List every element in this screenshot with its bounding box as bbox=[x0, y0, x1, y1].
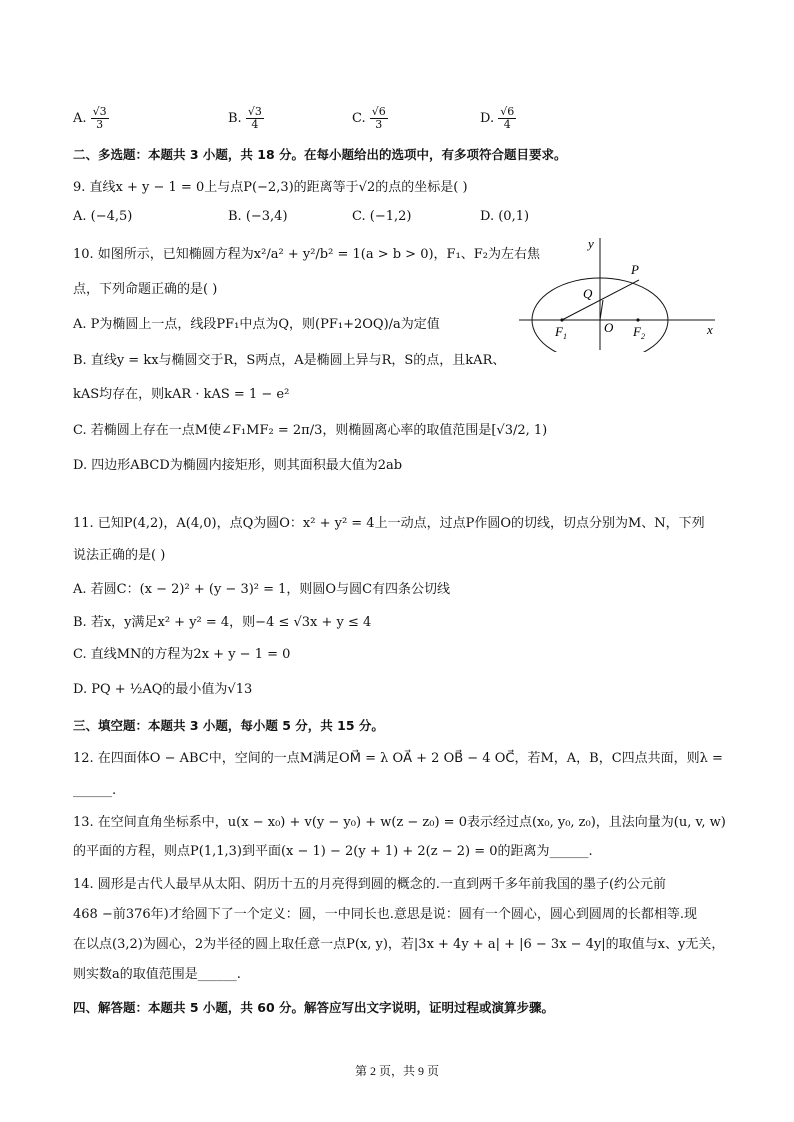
section-heading-fill-in: 三、填空题：本题共 3 小题，每小题 5 分，共 15 分。 bbox=[73, 718, 384, 733]
question-14-line3: 在以点(3,2)为圆心，2为半径的圆上取任意一点P(x, y)，若|3x + 4y + a| + |6 − 3x − 4y|的取值与x、y无关， bbox=[73, 937, 725, 952]
label-f1: $F_1$ bbox=[555, 324, 567, 341]
q11-option-c: C. 直线MN的方程为2x + y − 1 = 0 bbox=[73, 647, 291, 662]
q10-option-b-line2: kAS均存在，则kAR · kAS = 1 − e² bbox=[73, 387, 290, 402]
q10-option-b-line1: B. 直线y = kx与椭圆交于R，S两点，A是椭圆上异与R，S的点，且kAR、 bbox=[73, 353, 506, 368]
label-x: x bbox=[707, 322, 713, 337]
section-heading-free-response: 四、解答题：本题共 5 小题，共 60 分。解答应写出文字说明，证明过程或演算步骤。 bbox=[73, 1000, 555, 1015]
fraction: $\frac{√3}{3}$ bbox=[92, 105, 107, 131]
label-f2: $F_2$ bbox=[633, 324, 645, 341]
q8-option-c: C. $\frac{√6}{3}$ bbox=[352, 105, 386, 131]
question-14-line1: 14. 圆形是古代人最早从太阳、阴历十五的月亮得到圆的概念的.一直到两千多年前我国的墨子(约公元前 bbox=[73, 877, 667, 892]
fraction: $\frac{√3}{4}$ bbox=[247, 105, 262, 131]
q10-option-c: C. 若椭圆上存在一点M使∠F₁MF₂ = 2π/3，则椭圆离心率的取值范围是[√3/2, 1) bbox=[73, 423, 548, 438]
question-12-line2: ______. bbox=[73, 783, 117, 798]
point-f1 bbox=[560, 318, 563, 321]
point-f2 bbox=[636, 318, 639, 321]
q10-option-d: D. 四边形ABCD为椭圆内接矩形，则其面积最大值为2ab bbox=[73, 458, 403, 473]
fraction: $\frac{√6}{3}$ bbox=[371, 105, 386, 131]
question-14-line2: 468 −前376年)才给圆下了一个定义：圆，一中同长也.意思是说：圆有一个圆心，圆心到圆周的长都相等.现 bbox=[73, 907, 697, 922]
q9-option-c: C. (−1,2) bbox=[352, 209, 412, 224]
q11-option-b: B. 若x，y满足x² + y² = 4，则−4 ≤ √3x + y ≤ 4 bbox=[73, 615, 372, 630]
q9-option-d: D. (0,1) bbox=[480, 209, 530, 224]
q9-option-b: B. (−3,4) bbox=[228, 209, 288, 224]
ellipse-figure bbox=[515, 232, 725, 352]
question-10-stem-line1: 10. 如图所示，已知椭圆方程为x²/a² + y²/b² = 1(a > b > 0)，F₁、F₂为左右焦 bbox=[73, 247, 541, 262]
fraction: $\frac{√6}{4}$ bbox=[500, 105, 515, 131]
question-13-line1: 13. 在空间直角坐标系中，u(x − x₀) + v(y − y₀) + w(z − z₀) = 0表示经过点(x₀, y₀, z₀)，且法向量为(u, v, w) bbox=[73, 815, 726, 830]
label-p: P bbox=[631, 262, 639, 277]
q8-option-b: B. $\frac{√3}{4}$ bbox=[228, 105, 262, 131]
page-footer: 第 2 页，共 9 页 bbox=[354, 1064, 439, 1078]
q11-option-d: D. PQ + ½AQ的最小值为√13 bbox=[73, 682, 253, 697]
question-11-stem-line2: 说法正确的是( ) bbox=[73, 548, 166, 563]
q10-option-a: A. P为椭圆上一点，线段PF₁中点为Q，则(PF₁+2OQ)/a为定值 bbox=[73, 317, 440, 332]
q11-option-a: A. 若圆C：(x − 2)² + (y − 3)² = 1，则圆O与圆C有四条公切线 bbox=[73, 582, 451, 597]
label-y: y bbox=[588, 236, 594, 251]
q9-option-a: A. (−4,5) bbox=[73, 209, 133, 224]
question-10-stem-line2: 点，下列命题正确的是( ) bbox=[73, 282, 218, 297]
question-14-line4: 则实数a的取值范围是______. bbox=[73, 967, 241, 982]
label-o: O bbox=[604, 320, 614, 335]
question-9-stem: 9. 直线x + y − 1 = 0上与点P(−2,3)的距离等于√2的点的坐标是( ) bbox=[73, 180, 468, 195]
q8-option-d: D. $\frac{√6}{4}$ bbox=[480, 105, 515, 131]
q8-option-a: A. $\frac{√3}{3}$ bbox=[73, 105, 107, 131]
section-heading-multiple-choice: 二、多选题：本题共 3 小题，共 18 分。在每小题给出的选项中，有多项符合题目要求。 bbox=[73, 147, 567, 162]
label-q: Q bbox=[583, 286, 593, 301]
question-11-stem-line1: 11. 已知P(4,2)，A(4,0)，点Q为圆O：x² + y² = 4上一动点，过点P作圆O的切线，切点分别为M、N，下列 bbox=[73, 516, 705, 531]
question-13-line2: 的平面的方程，则点P(1,1,3)到平面(x − 1) − 2(y + 1) + 2(z − 2) = 0的距离为______. bbox=[73, 844, 593, 859]
question-12-line1: 12. 在四面体O − ABC中，空间的一点M满足OM⃗ = λ OA⃗ + 2 OB⃗ − 4 OC⃗，若M，A，B，C四点共面，则λ = bbox=[73, 751, 723, 766]
